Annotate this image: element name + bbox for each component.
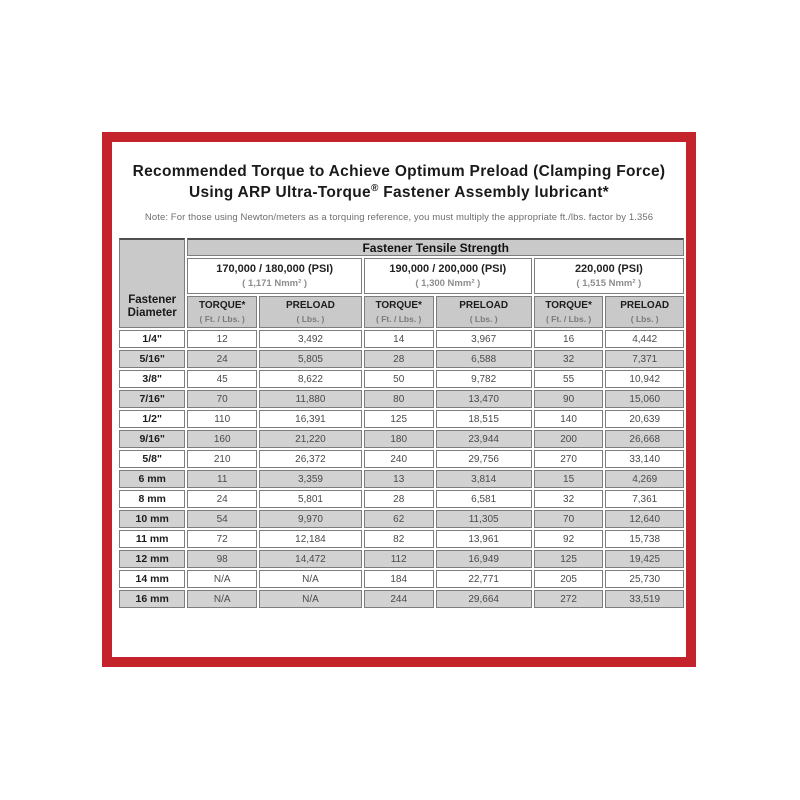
torque-column-header: TORQUE* ( Ft. / Lbs. ) bbox=[187, 296, 257, 328]
torque-value-cell: 14 bbox=[364, 330, 434, 348]
torque-value-cell: 55 bbox=[534, 370, 604, 388]
preload-value-cell: 22,771 bbox=[436, 570, 532, 588]
table-row bbox=[119, 530, 684, 548]
torque-value-cell: N/A bbox=[187, 590, 257, 608]
table-row bbox=[119, 450, 684, 468]
preload-value-cell: 19,425 bbox=[605, 550, 684, 568]
fastener-diameter-cell: 14 mm bbox=[119, 570, 185, 588]
torque-value-cell: 80 bbox=[364, 390, 434, 408]
preload-value-cell: 12,184 bbox=[259, 530, 362, 548]
torque-value-cell: 270 bbox=[534, 450, 604, 468]
preload-value-cell: 6,581 bbox=[436, 490, 532, 508]
fastener-diameter-cell: 6 mm bbox=[119, 470, 185, 488]
fastener-diameter-cell: 5/16" bbox=[119, 350, 185, 368]
preload-value-cell: 7,361 bbox=[605, 490, 684, 508]
table-row bbox=[119, 390, 684, 408]
preload-value-cell: 3,492 bbox=[259, 330, 362, 348]
torque-value-cell: 72 bbox=[187, 530, 257, 548]
table-row bbox=[119, 430, 684, 448]
torque-table bbox=[117, 236, 686, 610]
table-row bbox=[119, 370, 684, 388]
fastener-diameter-cell: 11 mm bbox=[119, 530, 185, 548]
torque-value-cell: 244 bbox=[364, 590, 434, 608]
preload-value-cell: 26,668 bbox=[605, 430, 684, 448]
preload-value-cell: 9,970 bbox=[259, 510, 362, 528]
torque-value-cell: 180 bbox=[364, 430, 434, 448]
torque-value-cell: 70 bbox=[187, 390, 257, 408]
torque-value-cell: 24 bbox=[187, 350, 257, 368]
torque-value-cell: 92 bbox=[534, 530, 604, 548]
preload-value-cell: 5,801 bbox=[259, 490, 362, 508]
fastener-diameter-cell: 12 mm bbox=[119, 550, 185, 568]
fastener-diameter-cell: 7/16" bbox=[119, 390, 185, 408]
preload-value-cell: 6,588 bbox=[436, 350, 532, 368]
column-header-row bbox=[119, 296, 684, 328]
table-row bbox=[119, 590, 684, 608]
fastener-diameter-cell: 10 mm bbox=[119, 510, 185, 528]
tensile-strength-header-row bbox=[119, 238, 684, 256]
torque-value-cell: 240 bbox=[364, 450, 434, 468]
torque-value-cell: 210 bbox=[187, 450, 257, 468]
preload-value-cell: 29,756 bbox=[436, 450, 532, 468]
fastener-diameter-cell: 16 mm bbox=[119, 590, 185, 608]
torque-value-cell: 125 bbox=[534, 550, 604, 568]
torque-column-header: TORQUE* ( Ft. / Lbs. ) bbox=[534, 296, 604, 328]
preload-value-cell: 16,391 bbox=[259, 410, 362, 428]
preload-value-cell: 29,664 bbox=[436, 590, 532, 608]
torque-value-cell: 32 bbox=[534, 350, 604, 368]
preload-value-cell: 15,060 bbox=[605, 390, 684, 408]
registered-trademark-symbol: ® bbox=[370, 182, 379, 194]
preload-value-cell: 33,519 bbox=[605, 590, 684, 608]
preload-value-cell: 8,622 bbox=[259, 370, 362, 388]
torque-value-cell: 112 bbox=[364, 550, 434, 568]
torque-value-cell: N/A bbox=[187, 570, 257, 588]
page-title bbox=[112, 161, 686, 203]
table-row bbox=[119, 350, 684, 368]
preload-value-cell: 12,640 bbox=[605, 510, 684, 528]
title-line2: Using ARP Ultra-Torque® Fastener Assembly lubricant* bbox=[188, 182, 610, 201]
preload-column-header: PRELOAD ( Lbs. ) bbox=[259, 296, 362, 328]
torque-value-cell: 50 bbox=[364, 370, 434, 388]
preload-value-cell: 23,944 bbox=[436, 430, 532, 448]
preload-value-cell: N/A bbox=[259, 590, 362, 608]
preload-value-cell: 3,814 bbox=[436, 470, 532, 488]
psi-group-3-header: 220,000 (PSI) ( 1,515 Nmm² ) bbox=[534, 258, 684, 294]
chart-content bbox=[112, 142, 686, 657]
table-row bbox=[119, 410, 684, 428]
table-row bbox=[119, 550, 684, 568]
preload-value-cell: 14,472 bbox=[259, 550, 362, 568]
torque-value-cell: 15 bbox=[534, 470, 604, 488]
torque-value-cell: 184 bbox=[364, 570, 434, 588]
newton-meters-note: Note: For those using Newton/meters as a torquing reference, you must multiply the appropriate ft./lbs. factor by 1.356 bbox=[144, 212, 654, 223]
table-row bbox=[119, 490, 684, 508]
preload-value-cell: 16,949 bbox=[436, 550, 532, 568]
torque-value-cell: 205 bbox=[534, 570, 604, 588]
preload-value-cell: 3,359 bbox=[259, 470, 362, 488]
preload-value-cell: 15,738 bbox=[605, 530, 684, 548]
psi-group-2-header: 190,000 / 200,000 (PSI) ( 1,300 Nmm² ) bbox=[364, 258, 532, 294]
preload-value-cell: 5,805 bbox=[259, 350, 362, 368]
preload-value-cell: 26,372 bbox=[259, 450, 362, 468]
torque-table-body bbox=[119, 330, 684, 608]
preload-value-cell: 4,269 bbox=[605, 470, 684, 488]
torque-value-cell: 110 bbox=[187, 410, 257, 428]
fastener-diameter-cell: 5/8" bbox=[119, 450, 185, 468]
fastener-diameter-cell: 3/8" bbox=[119, 370, 185, 388]
torque-value-cell: 98 bbox=[187, 550, 257, 568]
psi-group-1-header: 170,000 / 180,000 (PSI) ( 1,171 Nmm² ) bbox=[187, 258, 362, 294]
tensile-strength-header: Fastener Tensile Strength bbox=[187, 238, 684, 256]
preload-value-cell: 20,639 bbox=[605, 410, 684, 428]
fastener-diameter-cell: 1/2" bbox=[119, 410, 185, 428]
table-row bbox=[119, 470, 684, 488]
torque-table-container bbox=[117, 236, 686, 610]
torque-value-cell: 32 bbox=[534, 490, 604, 508]
preload-value-cell: 4,442 bbox=[605, 330, 684, 348]
torque-value-cell: 70 bbox=[534, 510, 604, 528]
preload-value-cell: 10,942 bbox=[605, 370, 684, 388]
torque-value-cell: 200 bbox=[534, 430, 604, 448]
preload-column-header: PRELOAD ( Lbs. ) bbox=[605, 296, 684, 328]
psi-header-row bbox=[119, 258, 684, 294]
torque-value-cell: 13 bbox=[364, 470, 434, 488]
torque-value-cell: 160 bbox=[187, 430, 257, 448]
fastener-diameter-cell: 8 mm bbox=[119, 490, 185, 508]
preload-value-cell: 3,967 bbox=[436, 330, 532, 348]
fastener-diameter-header: Fastener Diameter bbox=[119, 238, 185, 328]
preload-column-header: PRELOAD ( Lbs. ) bbox=[436, 296, 532, 328]
preload-value-cell: 18,515 bbox=[436, 410, 532, 428]
torque-value-cell: 28 bbox=[364, 350, 434, 368]
torque-value-cell: 82 bbox=[364, 530, 434, 548]
torque-value-cell: 90 bbox=[534, 390, 604, 408]
red-border-frame bbox=[102, 132, 696, 667]
torque-column-header: TORQUE* ( Ft. / Lbs. ) bbox=[364, 296, 434, 328]
torque-value-cell: 140 bbox=[534, 410, 604, 428]
preload-value-cell: 13,470 bbox=[436, 390, 532, 408]
torque-value-cell: 12 bbox=[187, 330, 257, 348]
preload-value-cell: 13,961 bbox=[436, 530, 532, 548]
table-row bbox=[119, 330, 684, 348]
preload-value-cell: 25,730 bbox=[605, 570, 684, 588]
preload-value-cell: 11,880 bbox=[259, 390, 362, 408]
preload-value-cell: 11,305 bbox=[436, 510, 532, 528]
preload-value-cell: 33,140 bbox=[605, 450, 684, 468]
table-row bbox=[119, 510, 684, 528]
fastener-diameter-cell: 9/16" bbox=[119, 430, 185, 448]
preload-value-cell: 9,782 bbox=[436, 370, 532, 388]
preload-value-cell: N/A bbox=[259, 570, 362, 588]
preload-value-cell: 21,220 bbox=[259, 430, 362, 448]
table-row bbox=[119, 570, 684, 588]
torque-value-cell: 24 bbox=[187, 490, 257, 508]
torque-value-cell: 45 bbox=[187, 370, 257, 388]
fastener-diameter-cell: 1/4" bbox=[119, 330, 185, 348]
torque-value-cell: 16 bbox=[534, 330, 604, 348]
torque-value-cell: 62 bbox=[364, 510, 434, 528]
preload-value-cell: 7,371 bbox=[605, 350, 684, 368]
torque-value-cell: 54 bbox=[187, 510, 257, 528]
torque-value-cell: 272 bbox=[534, 590, 604, 608]
title-line1: Recommended Torque to Achieve Optimum Preload (Clamping Force) bbox=[132, 163, 666, 180]
torque-value-cell: 28 bbox=[364, 490, 434, 508]
torque-value-cell: 11 bbox=[187, 470, 257, 488]
torque-value-cell: 125 bbox=[364, 410, 434, 428]
